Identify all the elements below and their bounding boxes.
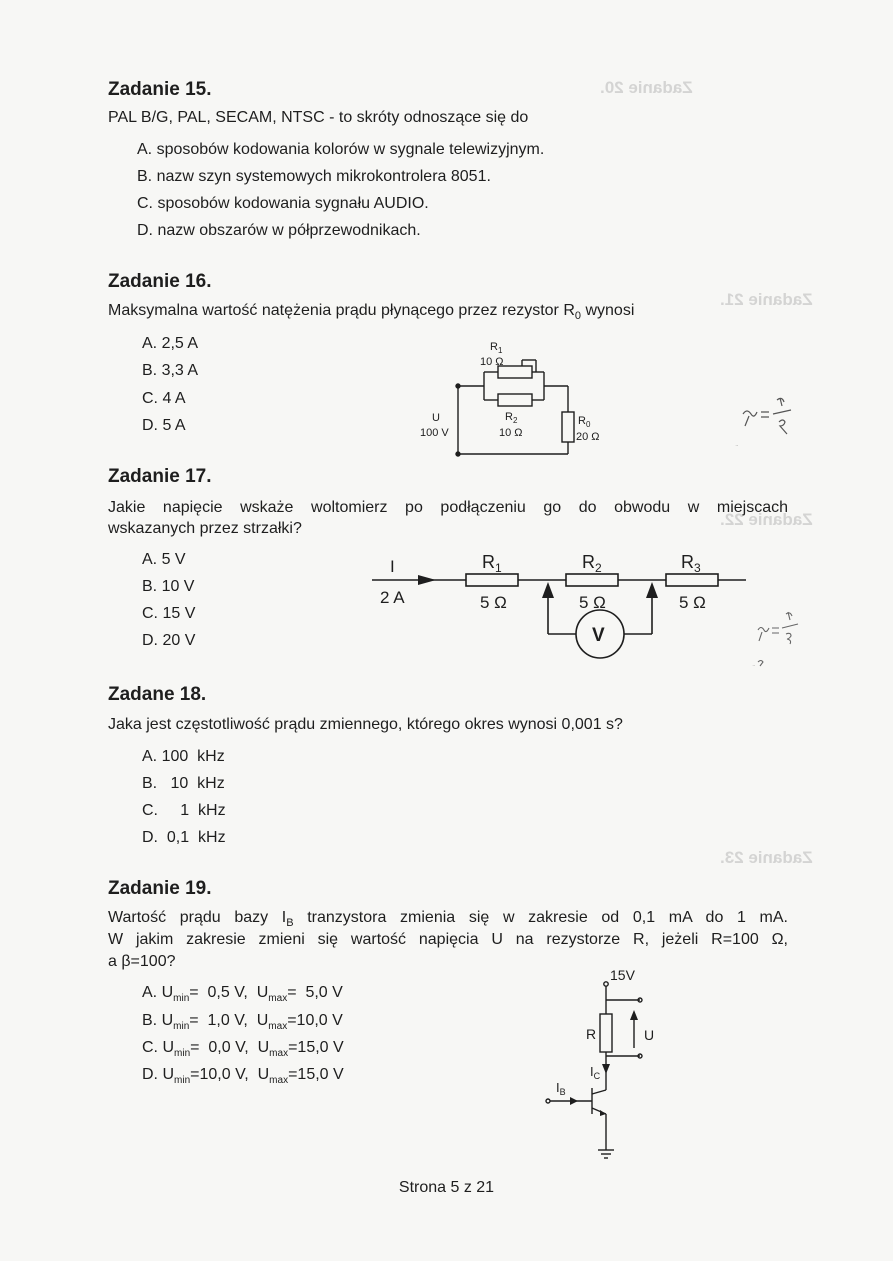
- task-18-option-c: C. 1 kHz: [142, 802, 226, 819]
- task-19-transistor-circuit: [536, 962, 666, 1172]
- task-18-option-d: D. 0,1 kHz: [142, 829, 226, 846]
- task-17-question-line1: Jakie napięcie wskaże woltomierz po podłączeniu go do obwodu w miejscach: [108, 499, 788, 516]
- task-19-question-line1: Wartość prądu bazy $I_B$ tranzystora zmienia się w zakresie od 0,1 mA do 1 mA.: [108, 909, 789, 930]
- task-17-option-b: B. 10 V: [142, 578, 195, 595]
- task-19-option-a: A. $U_{min}= 0,5$ V, $U_{max}= 5,0$ V: [142, 984, 343, 1005]
- task-17-r1-value: 5 Ω: [480, 593, 507, 612]
- task-19-option-d: D. $U_{min}=10,0$ V, $U_{max}=15,0$ V: [142, 1066, 344, 1087]
- task-18-option-b: B. 10 kHz: [142, 775, 225, 792]
- task-18-option-a: A. 100 kHz: [142, 748, 225, 765]
- task-15-option-c: C. sposobów kodowania sygnału AUDIO.: [137, 195, 429, 212]
- task-18-question: Jaka jest częstotliwość prądu zmiennego, którego okres wynosi 0,001 s?: [108, 716, 623, 733]
- task-17-option-a: A. 5 V: [142, 551, 186, 568]
- svg-text:I = U/R: I = U/R: [735, 446, 739, 447]
- task-16-r0-value: 20 Ω: [576, 431, 600, 443]
- bleed-through-text: Zadanie 21.: [720, 290, 813, 309]
- task-15-heading: Zadanie 15.: [108, 79, 212, 100]
- task-17-circuit-diagram: [370, 548, 750, 666]
- task-15-question: PAL B/G, PAL, SECAM, NTSC - to skróty odnoszące się do: [108, 109, 529, 126]
- task-16-r2-value: 10 Ω: [499, 427, 523, 439]
- task-17-heading: Zadanie 17.: [108, 466, 212, 487]
- task-19-question-line3: a β=100?: [108, 953, 176, 970]
- handwritten-note-1: [735, 392, 795, 447]
- task-16-r1-value: 10 Ω: [480, 356, 504, 368]
- task-19-question-line2: W jakim zakresie zmieni się wartość napięcia U na rezystorze R, jeżeli R=100 Ω,: [108, 931, 788, 948]
- task-16-u-value: 100 V: [420, 427, 449, 439]
- task-16-question: Maksymalna wartość natężenia prądu płynącego przez rezystor $R_0$ wynosi: [108, 302, 635, 323]
- task-19-option-c: C. $U_{min}= 0,0$ V, $U_{max}=15,0$ V: [142, 1039, 344, 1060]
- task-15-option-b: B. nazw szyn systemowych mikrokontrolera 8051.: [137, 168, 491, 185]
- task-18-heading: Zadane 18.: [108, 684, 207, 705]
- task-16-u-label: U: [432, 412, 440, 424]
- task-19-heading: Zadanie 19.: [108, 878, 212, 899]
- task-17-current-value: 2 A: [380, 588, 405, 607]
- task-17-r2-value: 5 Ω: [579, 593, 606, 612]
- task-19-option-b: B. $U_{min}= 1,0$ V, $U_{max}=10,0$ V: [142, 1012, 343, 1033]
- task-19-ic-label: $I_C$: [590, 1064, 601, 1081]
- task-17-current-label: I: [390, 557, 395, 576]
- task-17-r3-label: $R_3$: [681, 552, 701, 575]
- task-16-option-c: C. 4 A: [142, 390, 186, 407]
- voltmeter-icon: V: [592, 625, 605, 646]
- task-16-option-a: A. 2,5 A: [142, 335, 199, 352]
- task-17-r2-label: $R_2$: [582, 552, 602, 575]
- handwritten-note-2: [752, 606, 802, 668]
- page-number: Strona 5 z 21: [398, 1179, 495, 1196]
- task-19-r-label: R: [586, 1026, 597, 1042]
- task-17-r3-value: 5 Ω: [679, 593, 706, 612]
- task-19-u-label: U: [644, 1027, 655, 1043]
- task-17-question-line2: wskazanych przez strzałki?: [108, 520, 302, 537]
- task-15-option-d: D. nazw obszarów w półprzewodnikach.: [137, 222, 421, 239]
- task-16-option-b: B. 3,3 A: [142, 362, 199, 379]
- task-17-r1-label: $R_1$: [482, 552, 502, 575]
- task-17-option-c: C. 15 V: [142, 605, 196, 622]
- task-19-supply-label: 15V: [610, 967, 635, 983]
- task-15-option-a: A. sposobów kodowania kolorów w sygnale telewizyjnym.: [137, 141, 545, 158]
- bleed-through-text: Zadanie 20.: [600, 78, 693, 97]
- bleed-through-text: Zadanie 22.: [720, 510, 813, 529]
- svg-text:I = U/3: I = U/3: [752, 666, 755, 667]
- task-16-r1-label: $R_1$: [490, 341, 503, 355]
- bleed-through-text: Zadanie 23.: [720, 848, 813, 867]
- task-16-r2-label: $R_2$: [505, 411, 518, 425]
- task-16-r0-label: $R_0$: [578, 415, 591, 429]
- task-19-ib-label: $I_B$: [556, 1080, 566, 1097]
- task-17-option-d: D. 20 V: [142, 632, 196, 649]
- task-16-option-d: D. 5 A: [142, 417, 186, 434]
- task-16-circuit-diagram: [410, 336, 610, 460]
- task-16-heading: Zadanie 16.: [108, 271, 212, 292]
